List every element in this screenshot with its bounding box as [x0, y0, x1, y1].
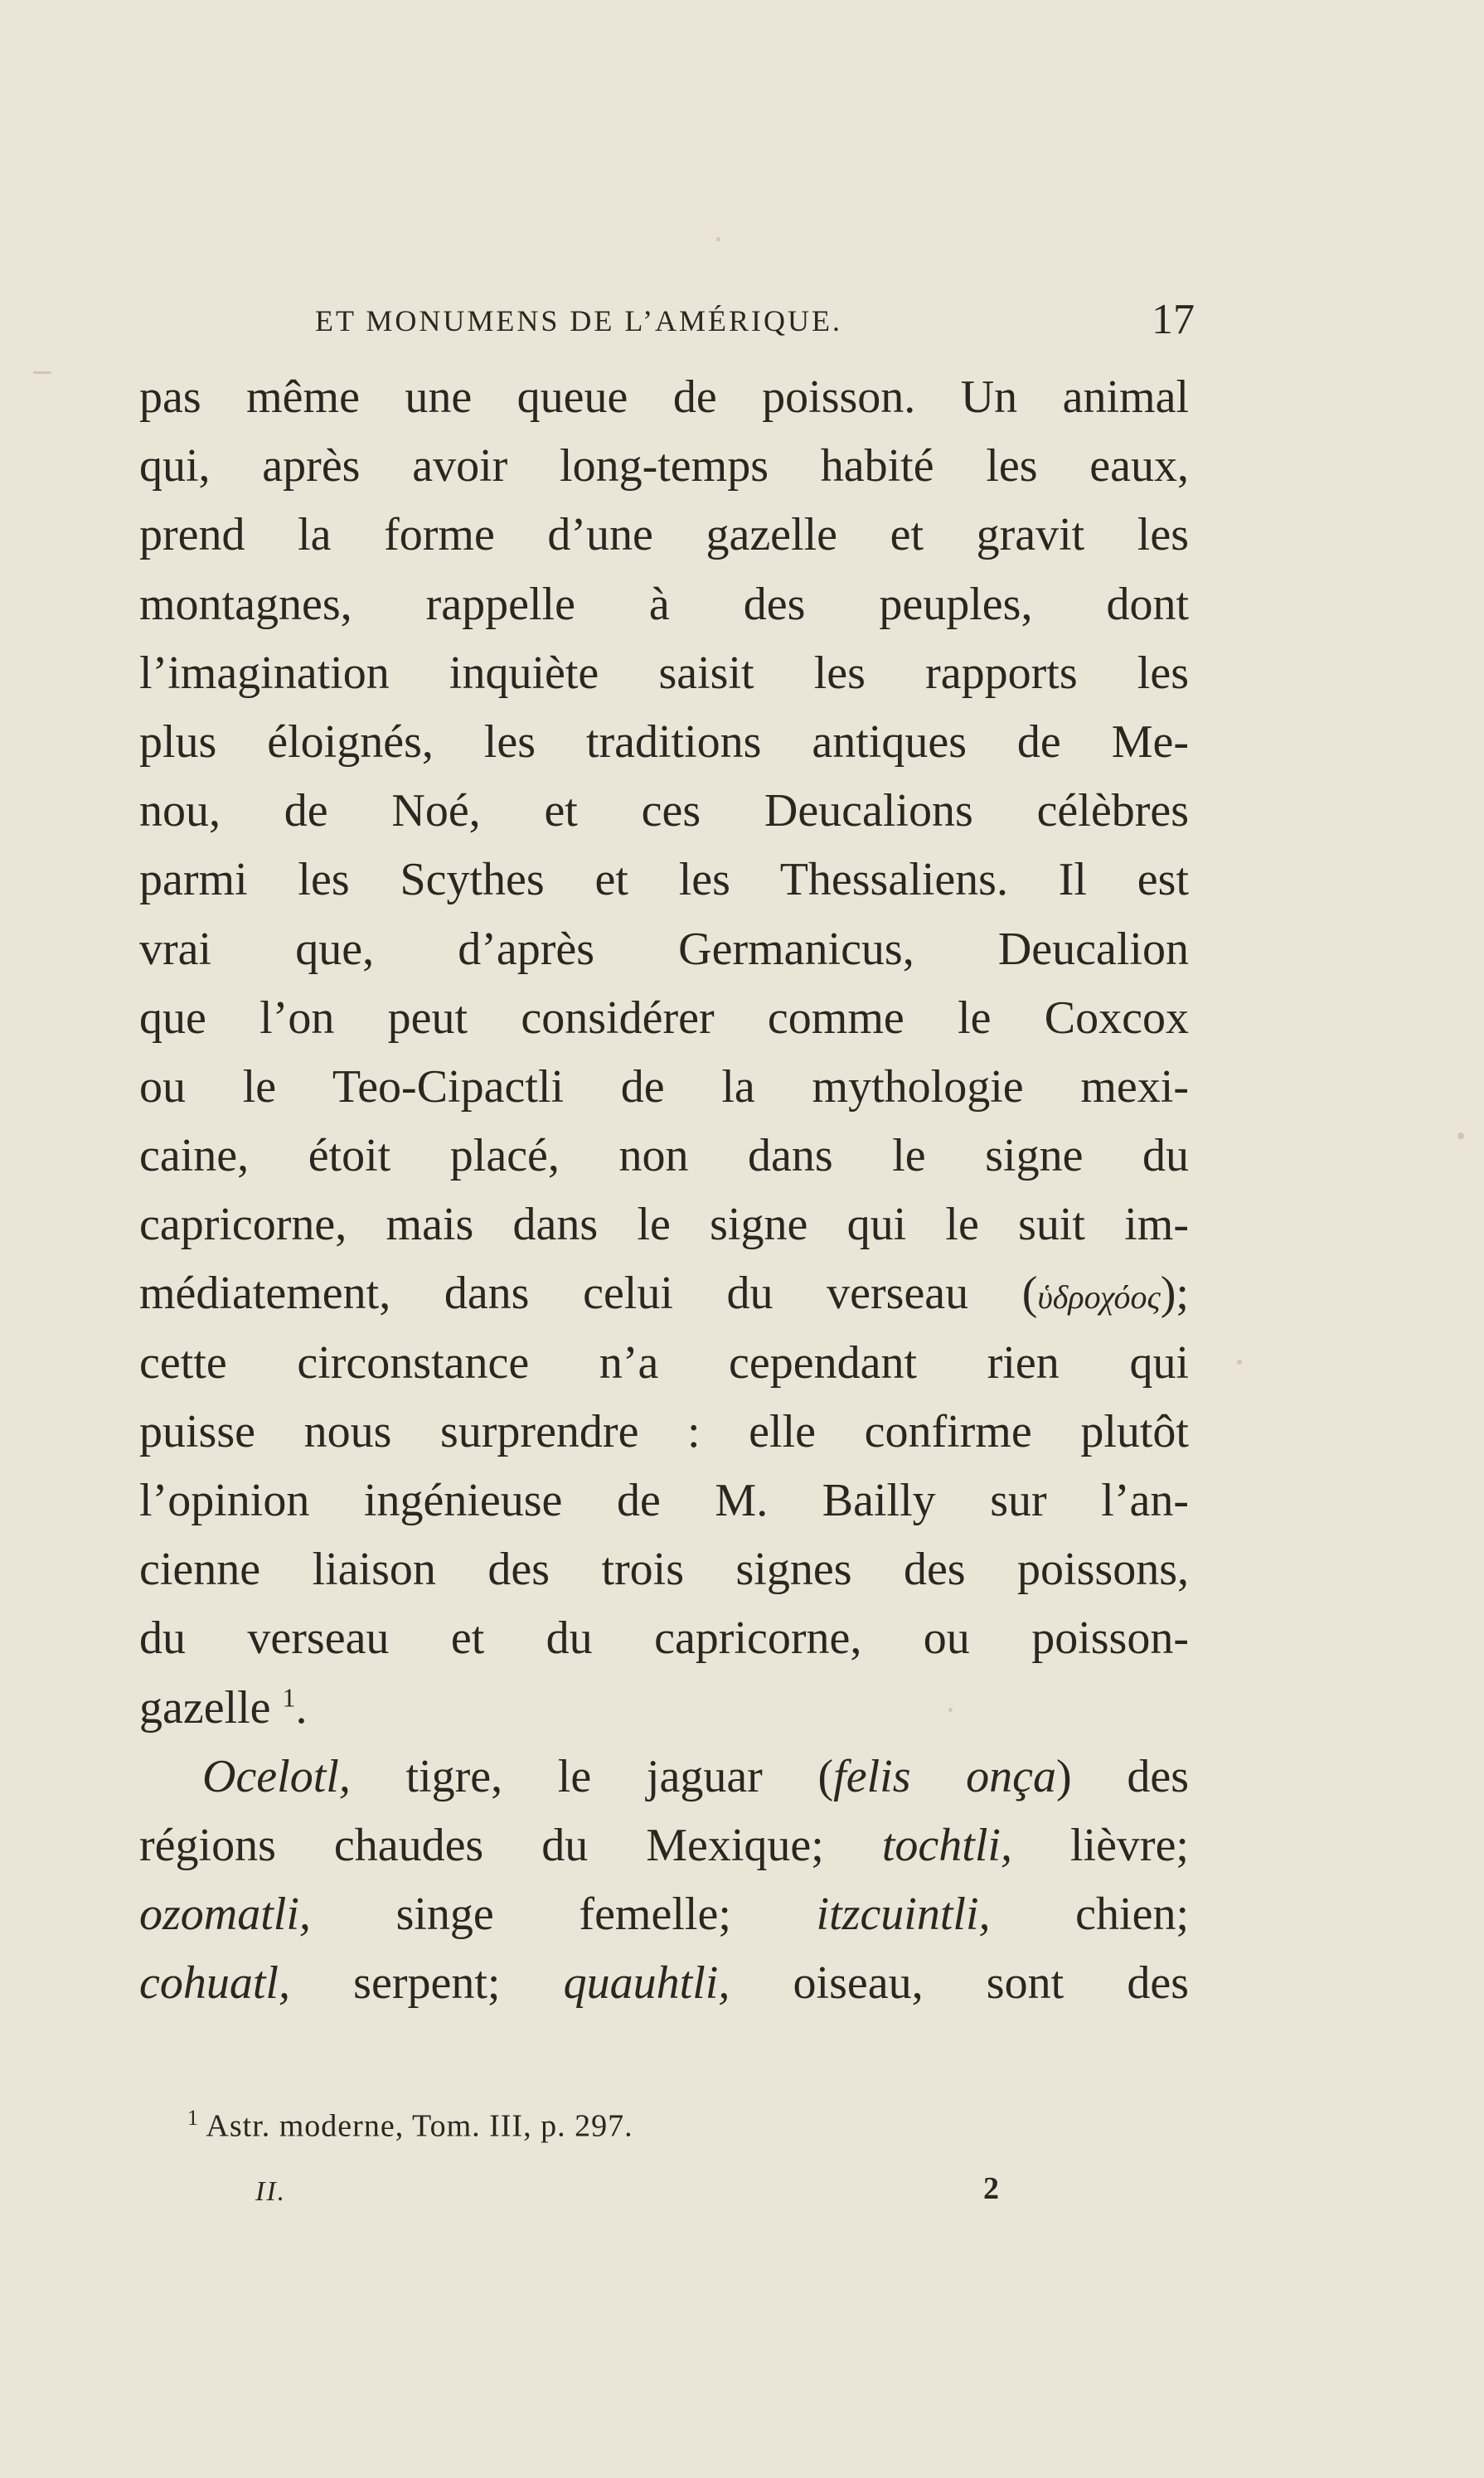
text-segment: oiseau, sont des: [730, 1957, 1189, 2010]
text-line: cette circonstance n’a cependant rien qui: [139, 1336, 1189, 1389]
greek-word: ὑδροχόος: [1037, 1278, 1161, 1317]
italic-term: itzcuintli,: [816, 1889, 991, 1941]
page-number: 17: [1152, 296, 1195, 343]
footnote-mark: 1: [187, 2106, 199, 2130]
text-line: l’imagination inquiète saisit les rapports les: [139, 647, 1189, 699]
text-line: nou, de Noé, et ces Deucalions célèbres: [139, 785, 1189, 837]
footnote: [187, 2106, 633, 2145]
text-line: caine, étoit placé, non dans le signe du: [139, 1130, 1189, 1182]
paper-speck: [1457, 1132, 1464, 1139]
text-segment: lièvre;: [1011, 1819, 1189, 1871]
italic-term: tochtli,: [881, 1819, 1012, 1871]
signature-mark: II.: [255, 2176, 287, 2207]
text-segment: .: [295, 1681, 308, 1734]
text-line: du verseau et du capricorne, ou poisson-: [139, 1612, 1189, 1665]
text-segment: singe femelle;: [310, 1889, 817, 1941]
text-line: l’opinion ingénieuse de M. Bailly sur l’an-: [139, 1475, 1189, 1526]
text-segment: gazelle: [139, 1681, 271, 1734]
footnote-text: Astr. moderne, Tom. III, p. 297.: [206, 2108, 633, 2144]
text-segment: chien;: [990, 1889, 1190, 1941]
text-line: ou le Teo-Cipactli de la mythologie mexi-: [139, 1060, 1189, 1113]
footnote-reference: 1: [282, 1681, 296, 1712]
italic-term: Ocelotl,: [202, 1750, 351, 1802]
text-segment: tigre, le jaguar (: [350, 1750, 834, 1802]
text-line: qui, après avoir long-temps habité les eaux,: [139, 440, 1189, 492]
italic-term: quauhtli,: [563, 1957, 730, 2010]
text-line: [139, 1743, 1189, 1811]
text-line: que l’on peut considérer comme le Coxcox: [139, 992, 1189, 1044]
text-line: [139, 1811, 1189, 1880]
text-segment: );: [1160, 1268, 1189, 1320]
paper-speck: [33, 371, 51, 374]
text-line: plus éloignés, les traditions antiques de Me-: [139, 715, 1189, 768]
text-line: [139, 1259, 1189, 1328]
text-line: pas même une queue de poisson. Un animal: [139, 371, 1189, 423]
italic-term: cohuatl,: [139, 1957, 290, 2010]
paper-speck: [1237, 1360, 1242, 1365]
text-segment: ) des: [1056, 1750, 1189, 1802]
text-line: [139, 1949, 1189, 2018]
paper-speck: [716, 237, 720, 241]
running-title: ET MONUMENS DE L’AMÉRIQUE.: [315, 304, 842, 337]
text-line: cienne liaison des trois signes des poissons,: [139, 1544, 1189, 1596]
text-segment: régions chaudes du Mexique;: [139, 1819, 882, 1871]
text-line: capricorne, mais dans le signe qui le suit im-: [139, 1199, 1189, 1251]
body-text: [139, 363, 1189, 2019]
text-line: vrai que, d’après Germanicus, Deucalion: [139, 923, 1189, 975]
text-line: [139, 1880, 1189, 1949]
text-line: montagnes, rappelle à des peuples, dont: [139, 578, 1189, 630]
signature-number: 2: [983, 2171, 999, 2206]
italic-term: felis onça: [833, 1750, 1057, 1802]
text-line: parmi les Scythes et les Thessaliens. Il est: [139, 854, 1189, 906]
text-segment: médiatement, dans celui du verseau (: [139, 1268, 1038, 1320]
text-segment: serpent;: [289, 1957, 564, 2010]
text-line: puisse nous surprendre : elle confirme plutôt: [139, 1405, 1189, 1457]
page-header: [315, 296, 1207, 350]
paper-speck: [948, 1708, 953, 1712]
text-line: [139, 1674, 1189, 1743]
italic-term: ozomatli,: [139, 1889, 311, 1941]
text-line: prend la forme d’une gazelle et gravit les: [139, 509, 1189, 561]
